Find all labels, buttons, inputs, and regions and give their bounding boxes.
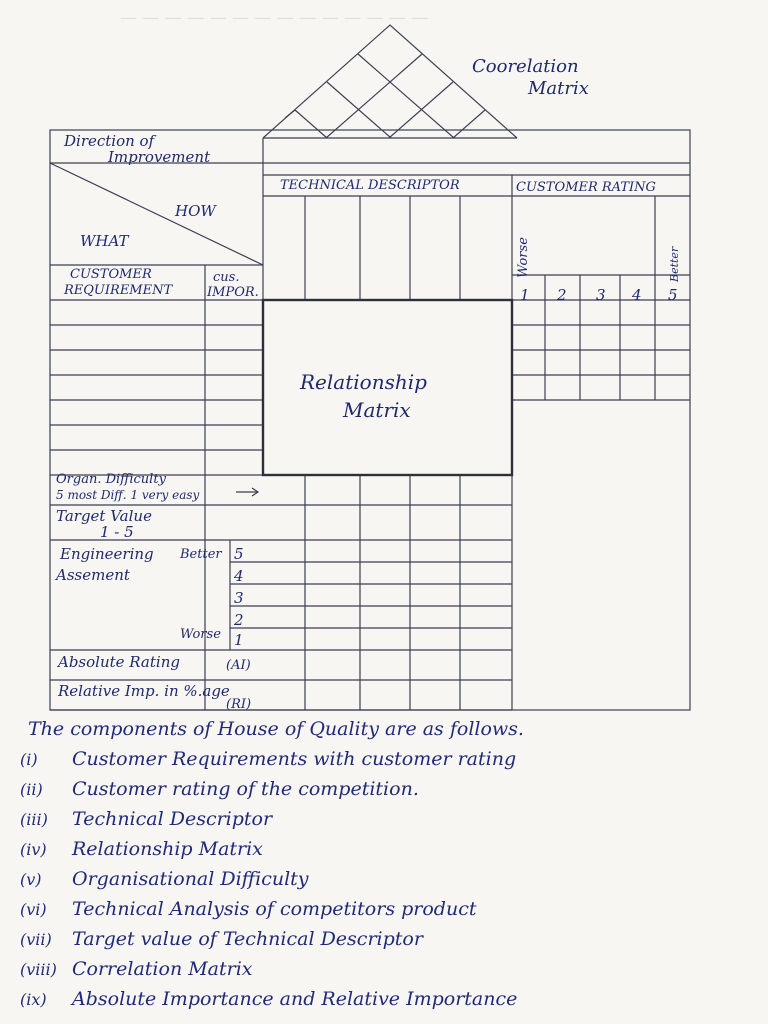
list-number: (viii)	[20, 960, 57, 979]
list-number: (ii)	[20, 780, 43, 799]
rating-4: 4	[632, 286, 642, 304]
relative-importance-abbr: (RI)	[226, 697, 252, 712]
list-number: (ix)	[20, 990, 47, 1009]
list-text: Target value of Technical Descriptor	[72, 928, 423, 950]
scale-2: 2	[234, 611, 244, 629]
customer-requirement-label: CUSTOMER	[70, 267, 152, 282]
list-item	[20, 928, 720, 958]
rating-5: 5	[668, 286, 678, 304]
worse-label: Worse	[180, 627, 221, 642]
target-value-label: Target Value	[56, 507, 152, 525]
customer-rating-label: CUSTOMER RATING	[516, 180, 656, 195]
intro-line: The components of House of Quality are as follows.	[28, 718, 524, 740]
customer-importance-label: cus.	[213, 270, 240, 285]
correlation-label-2: Matrix	[528, 78, 589, 99]
list-item	[20, 748, 720, 778]
engineering-label: Engineering	[60, 545, 154, 563]
show-through-text: — — — — — — — — — — — — — —	[120, 8, 429, 28]
better-label: Better	[180, 547, 222, 562]
relative-importance-label: Relative Imp. in %.age	[58, 682, 230, 700]
list-item	[20, 958, 720, 988]
scale-1: 1	[234, 631, 244, 649]
list-item	[20, 778, 720, 808]
customer-requirement-label-2: REQUIREMENT	[64, 283, 173, 298]
list-number: (vii)	[20, 930, 52, 949]
rating-1: 1	[520, 286, 530, 304]
scale-4: 4	[234, 567, 244, 585]
list-number: (iii)	[20, 810, 48, 829]
relationship-matrix-label: Relationship	[300, 370, 427, 394]
list-text: Absolute Importance and Relative Importance	[72, 988, 518, 1010]
list-number: (i)	[20, 750, 38, 769]
list-text: Customer rating of the competition.	[72, 778, 419, 800]
list-item	[20, 868, 720, 898]
list-item	[20, 838, 720, 868]
list-text: Customer Requirements with customer rating	[72, 748, 517, 770]
rating-2: 2	[557, 286, 567, 304]
list-text: Relationship Matrix	[72, 838, 263, 860]
components-list	[20, 718, 720, 1018]
direction-label-2: Improvement	[108, 148, 211, 166]
absolute-rating-label: Absolute Rating	[58, 653, 180, 671]
org-difficulty-scale: 5 most Diff. 1 very easy	[56, 488, 200, 502]
direction-label: Direction of	[64, 132, 155, 150]
list-number: (v)	[20, 870, 42, 889]
list-item	[20, 808, 720, 838]
list-item	[20, 898, 720, 928]
engineering-label-2: Assement	[56, 566, 130, 584]
worse-vertical-label: Worse	[516, 237, 531, 278]
list-text: Technical Analysis of competitors product	[72, 898, 477, 920]
roof-lattice	[285, 54, 485, 138]
list-text: Technical Descriptor	[72, 808, 273, 830]
relationship-matrix-label-2: Matrix	[343, 398, 411, 422]
list-item	[20, 988, 720, 1018]
absolute-rating-abbr: (AI)	[226, 658, 251, 673]
org-difficulty-label: Organ. Difficulty	[56, 472, 166, 487]
scale-3: 3	[234, 589, 244, 607]
how-label: HOW	[175, 202, 216, 220]
better-vertical-label: Better	[668, 246, 681, 282]
rating-3: 3	[596, 286, 606, 304]
scale-5: 5	[234, 545, 244, 563]
customer-importance-label-2: IMPOR.	[207, 285, 259, 300]
list-text: Correlation Matrix	[72, 958, 253, 980]
target-value-range: 1 - 5	[100, 523, 134, 541]
list-number: (iv)	[20, 840, 47, 859]
technical-descriptor-label: TECHNICAL DESCRIPTOR	[280, 178, 460, 193]
list-number: (vi)	[20, 900, 47, 919]
correlation-label: Coorelation	[472, 56, 579, 77]
list-text: Organisational Difficulty	[72, 868, 309, 890]
what-label: WHAT	[80, 232, 129, 250]
